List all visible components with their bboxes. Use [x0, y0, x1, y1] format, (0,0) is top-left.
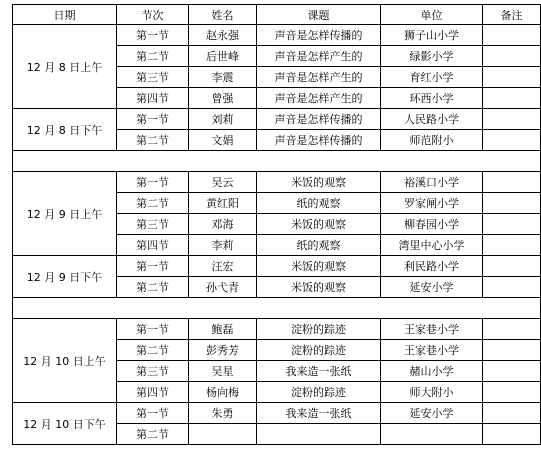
period-cell: 第三节 [117, 67, 189, 88]
date-cell: 12 月 9 日下午 [13, 256, 117, 298]
name-cell: 赵永强 [189, 25, 257, 46]
period-cell: 第二节 [117, 277, 189, 298]
topic-cell: 纸的观察 [257, 193, 381, 214]
school-cell: 罗家闸小学 [381, 193, 483, 214]
period-cell: 第一节 [117, 25, 189, 46]
notes-cell [483, 67, 541, 88]
school-cell: 王家巷小学 [381, 319, 483, 340]
period-cell: 第二节 [117, 424, 189, 445]
header-notes: 备注 [483, 5, 541, 25]
topic-cell: 声音是怎样产生的 [257, 88, 381, 109]
topic-cell: 声音是怎样传播的 [257, 109, 381, 130]
topic-cell: 我来造一张纸 [257, 361, 381, 382]
table-row [13, 109, 541, 130]
school-cell: 延安小学 [381, 277, 483, 298]
notes-cell [483, 319, 541, 340]
separator-cell [13, 298, 541, 319]
notes-cell [483, 424, 541, 445]
table-header [13, 5, 541, 25]
topic-cell: 米饭的观察 [257, 256, 381, 277]
table-body [13, 25, 541, 445]
period-cell: 第二节 [117, 193, 189, 214]
school-cell: 湾里中心小学 [381, 235, 483, 256]
school-cell: 育红小学 [381, 67, 483, 88]
notes-cell [483, 25, 541, 46]
table-row [13, 403, 541, 424]
topic-cell [257, 424, 381, 445]
notes-cell [483, 130, 541, 151]
name-cell: 朱勇 [189, 403, 257, 424]
period-cell: 第四节 [117, 235, 189, 256]
notes-cell [483, 382, 541, 403]
name-cell: 杨向梅 [189, 382, 257, 403]
topic-cell: 米饭的观察 [257, 172, 381, 193]
name-cell [189, 424, 257, 445]
separator-row [13, 151, 541, 172]
notes-cell [483, 361, 541, 382]
topic-cell: 声音是怎样产生的 [257, 67, 381, 88]
school-cell: 狮子山小学 [381, 25, 483, 46]
period-cell: 第一节 [117, 172, 189, 193]
header-row [13, 5, 541, 25]
school-cell: 王家巷小学 [381, 340, 483, 361]
period-cell: 第三节 [117, 214, 189, 235]
period-cell: 第一节 [117, 403, 189, 424]
name-cell: 邓海 [189, 214, 257, 235]
school-cell [381, 424, 483, 445]
topic-cell: 米饭的观察 [257, 214, 381, 235]
school-cell: 环西小学 [381, 88, 483, 109]
name-cell: 文娟 [189, 130, 257, 151]
school-cell: 绿影小学 [381, 46, 483, 67]
separator-cell [13, 151, 541, 172]
period-cell: 第四节 [117, 382, 189, 403]
school-cell: 人民路小学 [381, 109, 483, 130]
header-period: 节次 [117, 5, 189, 25]
table-row [13, 256, 541, 277]
period-cell: 第四节 [117, 88, 189, 109]
name-cell: 吴星 [189, 361, 257, 382]
header-name: 姓名 [189, 5, 257, 25]
topic-cell: 声音是怎样传播的 [257, 25, 381, 46]
header-date: 日期 [13, 5, 117, 25]
school-cell: 延安小学 [381, 403, 483, 424]
school-cell: 赭山小学 [381, 361, 483, 382]
school-cell: 师大附小 [381, 382, 483, 403]
date-cell: 12 月 8 日下午 [13, 109, 117, 151]
date-cell: 12 月 10 日上午 [13, 319, 117, 403]
name-cell: 黄红阳 [189, 193, 257, 214]
topic-cell: 淀粉的踪迹 [257, 382, 381, 403]
name-cell: 李震 [189, 67, 257, 88]
period-cell: 第一节 [117, 319, 189, 340]
name-cell: 鲍磊 [189, 319, 257, 340]
header-topic: 课题 [257, 5, 381, 25]
table-row [13, 25, 541, 46]
period-cell: 第一节 [117, 109, 189, 130]
topic-cell: 淀粉的踪迹 [257, 319, 381, 340]
topic-cell: 纸的观察 [257, 235, 381, 256]
period-cell: 第一节 [117, 256, 189, 277]
name-cell: 李莉 [189, 235, 257, 256]
topic-cell: 声音是怎样传播的 [257, 130, 381, 151]
notes-cell [483, 256, 541, 277]
topic-cell: 米饭的观察 [257, 277, 381, 298]
separator-row [13, 298, 541, 319]
name-cell: 汪宏 [189, 256, 257, 277]
notes-cell [483, 193, 541, 214]
notes-cell [483, 277, 541, 298]
school-cell: 柳春园小学 [381, 214, 483, 235]
topic-cell: 淀粉的踪迹 [257, 340, 381, 361]
notes-cell [483, 46, 541, 67]
name-cell: 刘莉 [189, 109, 257, 130]
date-cell: 12 月 9 日上午 [13, 172, 117, 256]
notes-cell [483, 172, 541, 193]
name-cell: 彭秀芳 [189, 340, 257, 361]
school-cell: 裕溪口小学 [381, 172, 483, 193]
date-cell: 12 月 8 日上午 [13, 25, 117, 109]
notes-cell [483, 214, 541, 235]
period-cell: 第二节 [117, 46, 189, 67]
name-cell: 后世峰 [189, 46, 257, 67]
school-cell: 利民路小学 [381, 256, 483, 277]
notes-cell [483, 88, 541, 109]
table-row [13, 319, 541, 340]
period-cell: 第二节 [117, 340, 189, 361]
school-cell: 师范附小 [381, 130, 483, 151]
period-cell: 第二节 [117, 130, 189, 151]
name-cell: 吴云 [189, 172, 257, 193]
notes-cell [483, 235, 541, 256]
period-cell: 第三节 [117, 361, 189, 382]
notes-cell [483, 340, 541, 361]
table-row [13, 172, 541, 193]
schedule-table [12, 4, 541, 445]
notes-cell [483, 403, 541, 424]
header-school: 单位 [381, 5, 483, 25]
name-cell: 曾强 [189, 88, 257, 109]
topic-cell: 声音是怎样产生的 [257, 46, 381, 67]
date-cell: 12 月 10 日下午 [13, 403, 117, 445]
notes-cell [483, 109, 541, 130]
name-cell: 孙弋青 [189, 277, 257, 298]
topic-cell: 我来造一张纸 [257, 403, 381, 424]
